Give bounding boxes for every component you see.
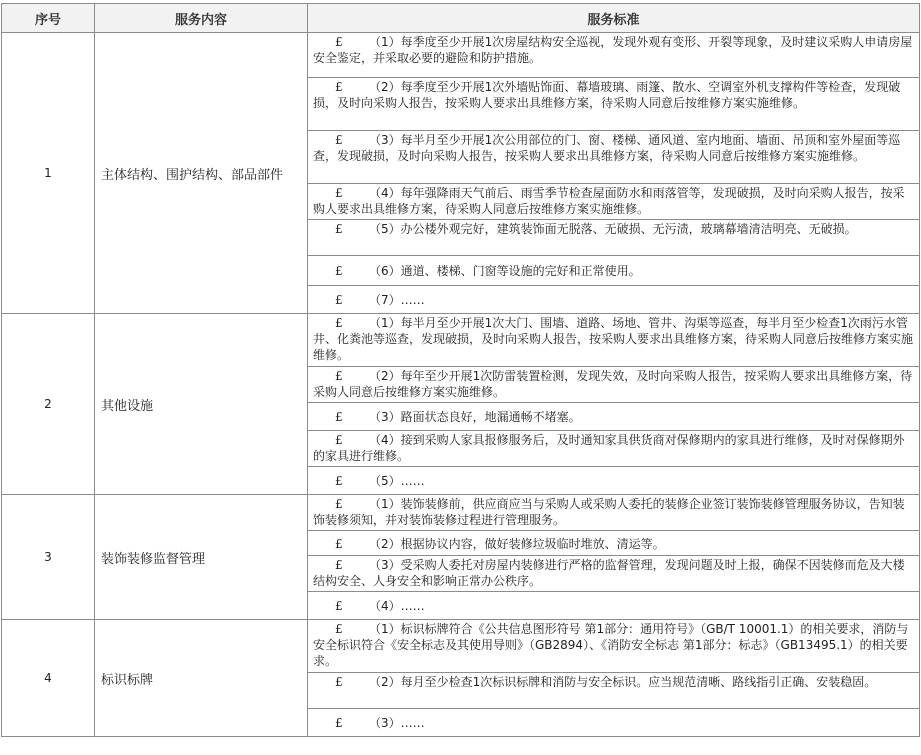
- standard-item: [308, 78, 920, 131]
- standard-text: （1）标识标牌符合《公共信息图形符号 第1部分：通用符号》（GB/T 10001.1）的相关要求，消防与安全标识符合《安全标志及其使用导则》（GB2894）、《消防安全标志 第1部分：标志》（GB13495.1）的相关要求。: [313, 622, 909, 668]
- section-1-no: 1: [2, 33, 95, 314]
- header-standard: 服务标准: [308, 4, 920, 33]
- standard-item: [308, 184, 920, 220]
- standard-item: [308, 367, 920, 403]
- checkbox-icon[interactable]: £: [335, 293, 343, 307]
- checkbox-icon[interactable]: £: [335, 35, 343, 49]
- section-4-content: 标识标牌: [95, 620, 308, 737]
- table-row: [2, 33, 920, 78]
- header-content: 服务内容: [95, 4, 308, 33]
- checkbox-icon[interactable]: £: [335, 599, 343, 613]
- checkbox-icon[interactable]: £: [335, 675, 343, 689]
- standard-item: [308, 131, 920, 184]
- checkbox-icon[interactable]: £: [335, 716, 343, 730]
- section-2-no: 2: [2, 314, 95, 495]
- checkbox-icon[interactable]: £: [335, 222, 343, 236]
- table-row: [2, 620, 920, 673]
- standard-item: [308, 431, 920, 467]
- checkbox-icon[interactable]: £: [335, 369, 343, 383]
- checkbox-icon[interactable]: £: [335, 474, 343, 488]
- standard-item: [308, 467, 920, 495]
- standard-text: （2）每年至少开展1次防雷装置检测，发现失效，及时向采购人报告，按采购人要求出具维修方案，待采购人同意后按维修方案实施维修。: [313, 369, 913, 399]
- standard-text: （6）通道、楼梯、门窗等设施的完好和正常使用。: [369, 264, 641, 278]
- standard-item: [308, 403, 920, 431]
- section-2-content: 其他设施: [95, 314, 308, 495]
- standard-item: [308, 495, 920, 531]
- standard-item: [308, 33, 920, 78]
- table-row: [2, 495, 920, 531]
- standard-item: [308, 620, 920, 673]
- standard-text: （2）每季度至少开展1次外墙贴饰面、幕墙玻璃、雨篷、散水、空调室外机支撑构件等检查，发现破损，及时向采购人报告，按采购人要求出具维修方案，待采购人同意后按维修方案实施维修。: [313, 80, 901, 110]
- header-row: [2, 4, 920, 33]
- checkbox-icon[interactable]: £: [335, 264, 343, 278]
- standard-item: [308, 220, 920, 256]
- checkbox-icon[interactable]: £: [335, 80, 343, 94]
- table-row: [2, 314, 920, 367]
- standard-item: [308, 592, 920, 620]
- standard-text: （1）每季度至少开展1次房屋结构安全巡视，发现外观有变形、开裂等现象，及时建议采购人申请房屋安全鉴定，并采取必要的避险和防护措施。: [313, 35, 913, 65]
- section-1-content: 主体结构、围护结构、部品部件: [95, 33, 308, 314]
- standard-text: （4）接到采购人家具报修服务后，及时通知家具供货商对保修期内的家具进行维修，及时对保修期外的家具进行维修。: [313, 433, 905, 463]
- standard-text: （4）……: [369, 599, 425, 613]
- standard-item: [308, 531, 920, 556]
- standard-item: [308, 556, 920, 592]
- service-standards-table: [1, 3, 920, 737]
- checkbox-icon[interactable]: £: [335, 433, 343, 447]
- standard-text: （3）路面状态良好，地漏通畅不堵塞。: [369, 410, 581, 424]
- standard-item: [308, 709, 920, 737]
- standard-text: （5）办公楼外观完好，建筑装饰面无脱落、无破损、无污渍，玻璃幕墙清洁明亮、无破损。: [369, 222, 857, 236]
- checkbox-icon[interactable]: £: [335, 622, 343, 636]
- checkbox-icon[interactable]: £: [335, 316, 343, 330]
- standard-text: （3）受采购人委托对房屋内装修进行严格的监督管理，发现问题及时上报，确保不因装修而危及大楼结构安全、人身安全和影响正常办公秩序。: [313, 558, 905, 588]
- checkbox-icon[interactable]: £: [335, 410, 343, 424]
- standard-text: （2）根据协议内容，做好装修垃圾临时堆放、清运等。: [369, 536, 665, 551]
- standard-item: [308, 673, 920, 709]
- standard-text: （3）每半月至少开展1次公用部位的门、窗、楼梯、通风道、室内地面、墙面、吊顶和室外屋面等巡查，发现破损，及时向采购人报告，按采购人要求出具维修方案，待采购人同意后按维修方案实施维修。: [313, 133, 901, 163]
- standard-item: [308, 286, 920, 314]
- checkbox-icon[interactable]: £: [335, 133, 343, 147]
- checkbox-icon[interactable]: £: [335, 536, 343, 551]
- standard-item: [308, 314, 920, 367]
- section-3-no: 3: [2, 495, 95, 620]
- header-no: 序号: [2, 4, 95, 33]
- section-3-content: 装饰装修监督管理: [95, 495, 308, 620]
- standard-text: （1）装饰装修前，供应商应当与采购人或采购人委托的装修企业签订装饰装修管理服务协议，告知装饰装修须知，并对装饰装修过程进行管理服务。: [313, 497, 905, 527]
- standard-text: （5）……: [369, 474, 425, 488]
- standard-text: （7）……: [369, 293, 425, 307]
- standard-text: （3）……: [369, 716, 425, 730]
- checkbox-icon[interactable]: £: [335, 186, 343, 200]
- standard-item: [308, 256, 920, 286]
- standard-text: （2）每月至少检查1次标识标牌和消防与安全标识。应当规范清晰、路线指引正确、安装稳固。: [369, 675, 877, 689]
- checkbox-icon[interactable]: £: [335, 558, 343, 572]
- standard-text: （1）每半月至少开展1次大门、围墙、道路、场地、管井、沟渠等巡查，每半月至少检查1次雨污水管井、化粪池等巡查，发现破损，及时向采购人报告，按采购人要求出具维修方案，待采购人同意后按维修方案实施维修。: [313, 316, 914, 362]
- standard-text: （4）每年强降雨天气前后、雨雪季节检查屋面防水和雨落管等，发现破损，及时向采购人报告，按采购人要求出具维修方案，待采购人同意后按维修方案实施维修。: [313, 186, 905, 216]
- section-4-no: 4: [2, 620, 95, 737]
- checkbox-icon[interactable]: £: [335, 497, 343, 511]
